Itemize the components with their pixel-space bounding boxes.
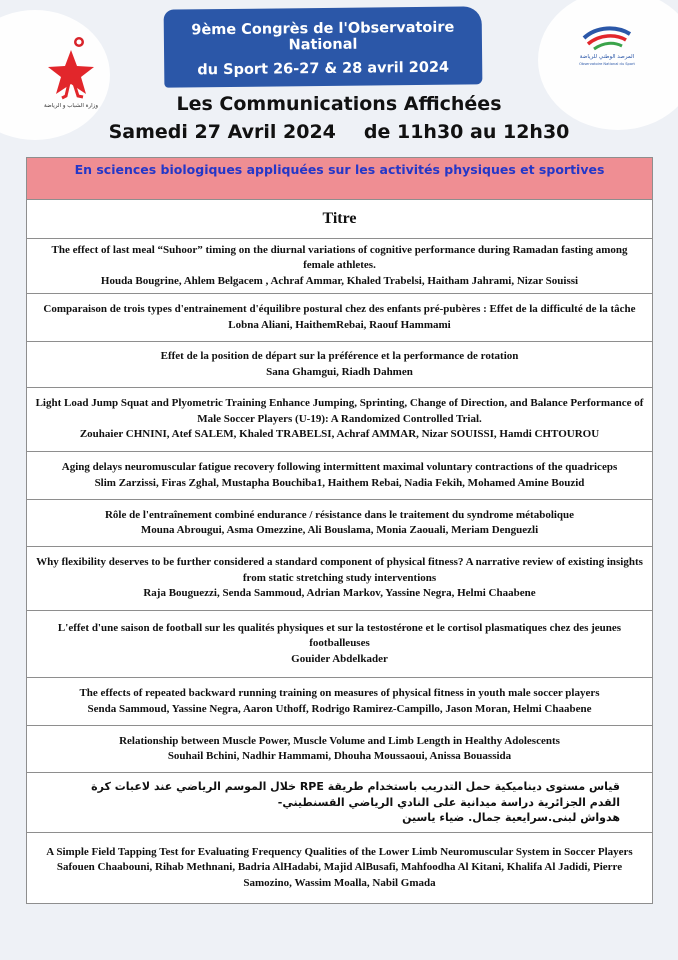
paper-title: Comparaison de trois types d'entrainement d'équilibre postural chez des enfants pré-pubères : Effet de la difficulté de la tâche — [43, 303, 636, 315]
paper-title: The effect of last meal “Suhoor” timing on the diurnal variations of cognitive performance during Ramadan fasting among female athletes. — [51, 243, 628, 272]
table-row — [27, 678, 652, 726]
table-row — [27, 833, 652, 903]
table-row — [27, 611, 652, 678]
paper-authors: Lobna Aliani, HaithemRebai, Raouf Hammami — [228, 318, 451, 331]
paper-title: قياس مستوى ديناميكية حمل التدريب باستخدام طريقة RPE خلال الموسم الرياضي عند لاعبات كرة القدم الجزائرية دراسة ميدانية على النادي الرياضي القسنطيني- — [91, 780, 620, 809]
table-row — [27, 452, 652, 500]
table-row — [27, 239, 652, 294]
table-row — [27, 342, 652, 388]
table-row — [27, 500, 652, 547]
svg-text:وزارة الشباب و الرياضة: وزارة الشباب و الرياضة — [44, 103, 98, 109]
paper-authors: Sana Ghamgui, Riadh Dahmen — [266, 365, 413, 378]
congress-banner — [164, 6, 483, 87]
paper-title: Effet de la position de départ sur la préférence et la performance de rotation — [160, 350, 519, 362]
banner-line-2: du Sport 26-27 & 28 avril 2024 — [197, 59, 450, 79]
paper-title: Why flexibility deserves to be further considered a standard component of physical fitness? A narrative review of existing insights from static stretching study interventions — [36, 556, 643, 584]
session-time: de 11h30 au 12h30 — [363, 121, 570, 143]
paper-authors: Houda Bougrine, Ahlem Belgacem , Achraf Ammar, Khaled Trabelsi, Haitham Jahrami, Nizar Souissi — [100, 274, 579, 287]
table-row — [27, 294, 652, 342]
paper-authors: Zouhaier CHNINI, Atef SALEM, Khaled TRABELSI, Achraf AMMAR, Nizar SOUISSI, Hamdi CHTOUROU — [79, 428, 600, 441]
table-row — [27, 726, 652, 773]
paper-title: L'effet d'une saison de football sur les qualités physiques et sur la testostérone et le cortisol plasmatiques chez des jeunes footballeuses — [57, 621, 622, 650]
paper-authors: Mouna Abrougui, Asma Omezzine, Ali Bouslama, Monia Zaouali, Meriam Denguezli — [140, 524, 539, 536]
paper-title: Aging delays neuromuscular fatigue recovery following intermittent maximal voluntary contractions of the quadriceps — [61, 461, 618, 473]
observatory-logo — [572, 22, 642, 68]
banner-line-1: 9ème Congrès de l'Observatoire National — [191, 19, 455, 54]
table-row — [27, 388, 652, 452]
paper-title: Rôle de l'entraînement combiné endurance / résistance dans le traitement du syndrome métabolique — [104, 508, 575, 521]
paper-title: The effects of repeated backward running training on measures of physical fitness in youth male soccer players — [79, 687, 600, 699]
table-row — [27, 547, 652, 611]
svg-text:المرصد الوطني للرياضة: المرصد الوطني للرياضة — [579, 54, 635, 60]
section-title: En sciences biologiques appliquées sur les activités physiques et sportives — [27, 158, 652, 200]
paper-authors: Souhail Bchini, Nadhir Hammami, Dhouha Moussaoui, Anissa Bouassida — [167, 750, 512, 762]
svg-text:Observatoire National du Sport: Observatoire National du Sport — [579, 62, 635, 66]
page-title: Les Communications Affichées — [176, 93, 502, 115]
communications-table — [26, 157, 653, 904]
paper-authors: Gouider Abdelkader — [291, 652, 388, 665]
paper-authors: Slim Zarzissi, Firas Zghal, Mustapha Bouchiba1, Haithem Rebai, Nadia Fekih, Mohamed Amine Bouzid — [94, 476, 585, 489]
paper-authors: Safouen Chaabouni, Rihab Methnani, Badria AlHadabi, Majid AlBusafi, Mahfoodha Al Kitani, Khalifa Al Jadidi, Pierre Samozino, Wassim Moalla, Nabil Gmada — [56, 861, 623, 889]
paper-title: Relationship between Muscle Power, Muscle Volume and Limb Length in Healthy Adolescents — [119, 734, 560, 747]
paper-authors: هدواش لبنى.سرايعية جمال. ضياء ياسين — [402, 811, 620, 825]
session-datetime — [0, 121, 678, 143]
table-row — [27, 773, 652, 833]
paper-title: A Simple Field Tapping Test for Evaluating Frequency Qualities of the Lower Limb Neuromuscular System in Soccer Players — [46, 845, 633, 858]
paper-authors: Raja Bouguezzi, Senda Sammoud, Adrian Markov, Yassine Negra, Helmi Chaabene — [143, 587, 536, 600]
paper-authors: Senda Sammoud, Yassine Negra, Aaron Uthoff, Rodrigo Ramirez-Campillo, Jason Moran, Helmi Chaabene — [87, 702, 592, 715]
column-header-titre: Titre — [27, 200, 652, 239]
paper-title: Light Load Jump Squat and Plyometric Training Enhance Jumping, Sprinting, Change of Direction, and Balance Performance of Male Soccer Players (U-19): A Randomized Controlled Trial. — [35, 397, 644, 425]
session-date: Samedi 27 Avril 2024 — [108, 121, 336, 143]
